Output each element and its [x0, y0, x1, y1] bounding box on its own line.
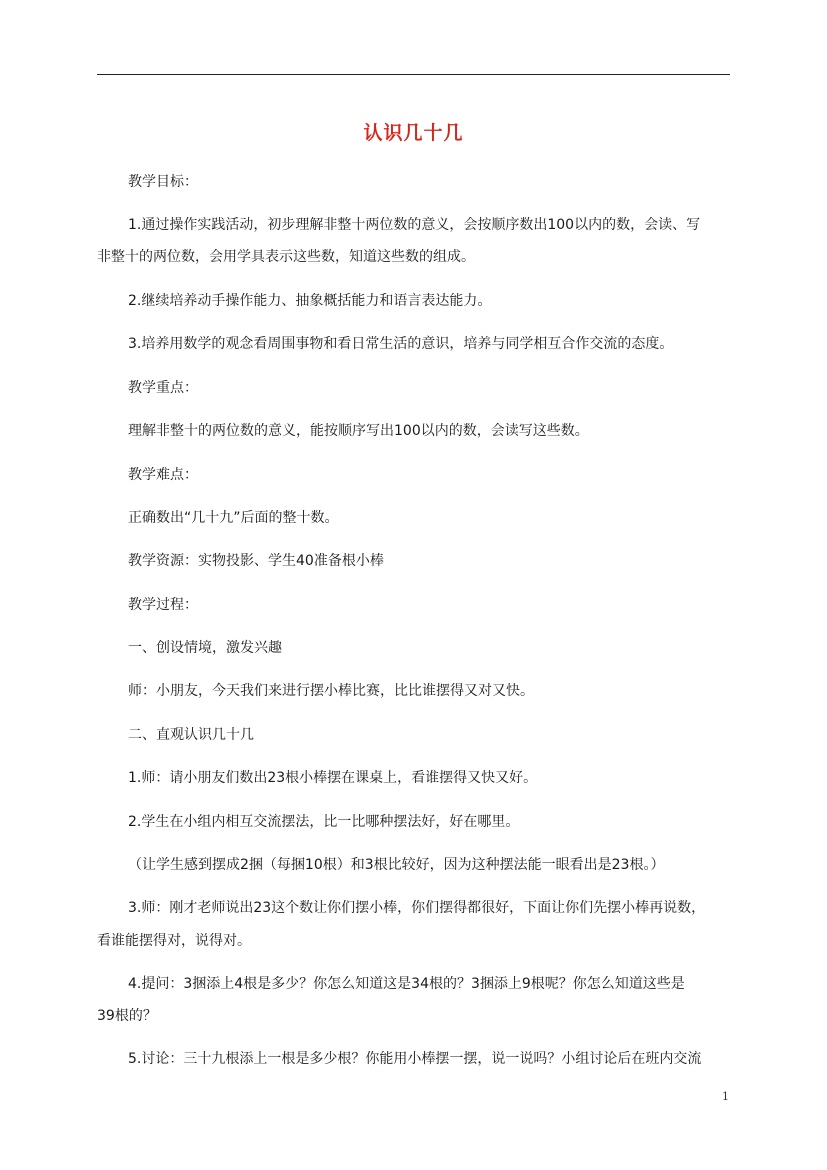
paragraph-line: 教学过程： — [128, 597, 198, 613]
paragraph-line: 教学目标： — [128, 174, 198, 190]
paragraph-line: 二、直观认识几十几 — [128, 727, 254, 743]
paragraph-line: 4.提问：3捆添上4根是多少？你怎么知道这是34根的？3捆添上9根呢？你怎么知道这些是 — [128, 976, 685, 992]
paragraph-line: 看谁能摆得对，说得对。 — [97, 933, 251, 949]
paragraph-line: 3.师：刚才老师说出23这个数让你们摆小棒，你们摆得都很好，下面让你们先摆小棒再说数， — [128, 900, 706, 916]
page-number: 1 — [722, 1090, 729, 1103]
paragraph-line: 3.培养用数学的观念看周围事物和看日常生活的意识，培养与同学相互合作交流的态度。 — [128, 336, 674, 352]
paragraph-line: 教学难点： — [128, 467, 198, 483]
paragraph-line: 师：小朋友，今天我们来进行摆小棒比赛，比比谁摆得又对又快。 — [128, 683, 534, 699]
paragraph-line: 5.讨论：三十九根添上一根是多少根？你能用小棒摆一摆，说一说吗？小组讨论后在班内交流 — [128, 1051, 702, 1067]
paragraph-line: （让学生感到摆成2捆（每捆10根）和3根比较好，因为这种摆法能一眼看出是23根。） — [128, 857, 665, 873]
header-rule — [97, 74, 730, 75]
paragraph-line: 1.师：请小朋友们数出23根小棒摆在课桌上，看谁摆得又快又好。 — [128, 770, 538, 786]
paragraph-line: 正确数出“几十九”后面的整十数。 — [128, 510, 339, 526]
paragraph-line: 非整十的两位数，会用学具表示这些数，知道这些数的组成。 — [97, 249, 475, 265]
paragraph-line: 39根的？ — [97, 1008, 157, 1024]
document-title: 认识几十几 — [363, 122, 464, 144]
paragraph-line: 1.通过操作实践活动，初步理解非整十两位数的意义，会按顺序数出100以内的数，会读、写 — [128, 217, 701, 233]
paragraph-line: 教学资源：实物投影、学生40准备根小棒 — [128, 553, 384, 569]
paragraph-line: 2.学生在小组内相互交流摆法，比一比哪种摆法好，好在哪里。 — [128, 814, 520, 830]
paragraph-line: 一、创设情境，激发兴趣 — [128, 640, 282, 656]
paragraph-line: 教学重点： — [128, 380, 198, 396]
paragraph-line: 理解非整十的两位数的意义，能按顺序写出100以内的数，会读写这些数。 — [128, 423, 589, 439]
paragraph-line: 2.继续培养动手操作能力、抽象概括能力和语言表达能力。 — [128, 293, 492, 309]
